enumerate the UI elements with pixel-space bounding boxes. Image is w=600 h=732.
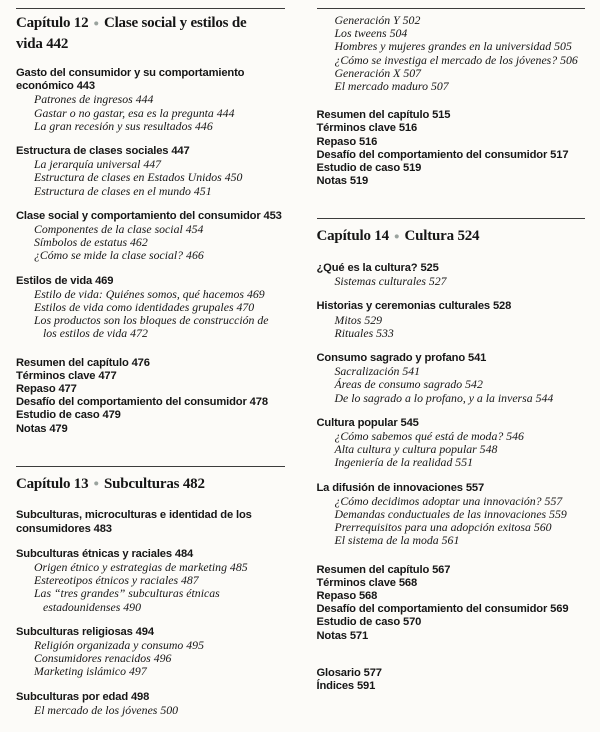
entry-title: Estilo de vida: Quiénes somos, qué hacemos: [34, 286, 245, 301]
toc-endmatter-entry: [317, 122, 586, 135]
toc-column-1: [16, 6, 285, 732]
entry-title: Mitos: [334, 312, 362, 327]
entry-title: Estructura de clases sociales: [16, 145, 169, 158]
entry-title: Gasto del consumidor y su comportamiento económico: [16, 67, 245, 93]
chapter-number-label: Capítulo 13: [16, 475, 89, 492]
chapter-bullet-icon: ●: [93, 479, 99, 490]
toc-subsection-entry: [16, 587, 285, 613]
toc-endmatter-entry: [317, 616, 586, 629]
toc-subsection-entry: [16, 185, 285, 198]
entry-page-number: 561: [441, 533, 460, 548]
entry-title: Cultura: [404, 228, 454, 245]
toc-subsection-entry: [317, 80, 586, 93]
entry-page-number: 544: [535, 390, 554, 405]
entry-title: Hombres y mujeres grandes en la universidad: [334, 39, 552, 54]
toc-column-2: [317, 6, 586, 732]
entry-page-number: 577: [363, 666, 382, 679]
entry-page-number: 557: [465, 481, 485, 494]
entry-title: Consumidores renacidos: [34, 651, 151, 666]
entry-page-number: 507: [430, 79, 449, 94]
entry-page-number: 495: [186, 638, 204, 652]
toc-endmatter-entry: [16, 383, 285, 396]
entry-page-number: 519: [403, 162, 422, 175]
entry-page-number: 469: [95, 274, 114, 287]
entry-page-number: 446: [195, 118, 213, 133]
entry-page-number: 545: [400, 416, 419, 429]
entry-title: Las “tres grandes” subculturas étnicas estadounidenses: [34, 586, 220, 614]
entry-title: Repaso: [316, 135, 357, 148]
toc-section-entry: [16, 67, 285, 93]
chapter-bullet-icon: ●: [93, 18, 99, 29]
entry-title: Subculturas étnicas y raciales: [16, 547, 172, 560]
entry-title: La jerarquía universal: [34, 157, 141, 172]
toc-endmatter-entry: [317, 162, 586, 175]
entry-title: Estudio de caso: [16, 409, 100, 422]
entry-page-number: 519: [349, 175, 369, 188]
toc-subsection-entry: [16, 314, 285, 340]
toc-chapter-heading: [317, 227, 586, 248]
entry-title: El mercado maduro: [334, 79, 428, 94]
entry-page-number: 528: [492, 300, 512, 313]
entry-title: Resumen del capítulo: [316, 563, 430, 576]
entry-title: Desafío del comportamiento del consumidor: [316, 148, 548, 161]
entry-title: La difusión de innovaciones: [316, 481, 463, 494]
toc-endmatter-entry: [317, 630, 586, 643]
column-divider-rule: [317, 218, 586, 219]
entry-title: Clase social y comportamiento del consumidor: [16, 209, 261, 222]
toc-subsection-entry: [317, 534, 586, 547]
entry-title: Patrones de ingresos: [34, 92, 133, 107]
toc-endmatter-entry: [317, 603, 586, 616]
entry-title: Estilos de vida como identidades grupales: [34, 300, 234, 315]
toc-endmatter-entry: [317, 149, 586, 162]
entry-title: Índices: [316, 680, 354, 693]
entry-title: Generación X: [334, 65, 401, 80]
entry-title: ¿Cómo decidimos adoptar una innovación?: [334, 493, 542, 508]
entry-page-number: 568: [358, 590, 378, 602]
toc-endmatter-entry: [16, 357, 285, 370]
entry-title: Símbolos de estatus: [34, 235, 128, 250]
toc-endmatter-entry: [317, 175, 586, 188]
entry-page-number: 485: [229, 559, 248, 574]
entry-title: Ingeniería de la realidad: [334, 455, 453, 470]
entry-title: Generación Y: [334, 13, 400, 27]
entry-page-number: 502: [402, 13, 421, 27]
entry-title: Notas: [16, 422, 47, 435]
entry-page-number: 447: [171, 145, 190, 158]
entry-title: Historias y ceremonias culturales: [316, 300, 491, 313]
toc-subsection-entry: [317, 275, 586, 288]
chapter-number-label: Capítulo 14: [316, 228, 389, 245]
entry-title: Prerrequisitos para una adopción exitosa: [334, 520, 531, 535]
entry-page-number: 551: [455, 455, 473, 470]
entry-page-number: 515: [432, 109, 451, 122]
entry-title: Sacralización: [334, 364, 400, 379]
entry-page-number: 569: [550, 603, 569, 616]
entry-page-number: 527: [428, 274, 447, 289]
entry-page-number: 482: [182, 475, 205, 492]
entry-page-number: 476: [131, 356, 150, 369]
entry-title: Subculturas religiosas: [16, 625, 133, 638]
toc-endmatter-entry: [317, 590, 586, 603]
column-divider-rule: [16, 466, 285, 467]
entry-title: Estructura de clases en el mundo: [34, 183, 191, 198]
entry-page-number: 453: [263, 209, 282, 222]
entry-title: Los productos son los bloques de construcción de los estilos de vida: [34, 313, 269, 341]
entry-title: Subculturas por edad: [16, 690, 128, 703]
entry-page-number: 487: [181, 573, 199, 588]
entry-page-number: 479: [49, 422, 68, 435]
entry-page-number: 451: [193, 183, 212, 198]
entry-title: Estilos de vida: [16, 274, 93, 287]
entry-title: Desafío del comportamiento del consumidor: [316, 603, 548, 616]
toc-backmatter-entry: [317, 667, 586, 680]
entry-title: Términos clave: [316, 122, 396, 135]
entry-title: Origen étnico y estrategias de marketing: [34, 559, 227, 574]
chapter-bullet-icon: ●: [393, 231, 400, 242]
entry-page-number: 591: [356, 680, 376, 693]
entry-page-number: 444: [216, 105, 235, 120]
toc-endmatter-entry: [317, 577, 586, 590]
column-divider-rule: [317, 8, 586, 9]
entry-title: Notas: [316, 629, 347, 642]
entry-page-number: 505: [554, 39, 572, 54]
entry-page-number: 507: [403, 65, 422, 80]
entry-title: Glosario: [316, 666, 361, 679]
entry-page-number: 454: [185, 222, 204, 237]
entry-title: Estudio de caso: [316, 162, 401, 175]
entry-title: De lo sagrado a lo profano, y a la inversa: [334, 390, 533, 405]
entry-title: Cultura popular: [316, 416, 398, 429]
toc-subsection-entry: [16, 665, 285, 678]
entry-page-number: 443: [76, 80, 95, 93]
entry-page-number: 525: [420, 261, 439, 274]
entry-title: Notas: [316, 175, 347, 188]
entry-page-number: 546: [506, 428, 524, 443]
entry-page-number: 444: [135, 92, 154, 107]
entry-page-number: 469: [246, 286, 265, 301]
entry-page-number: 516: [358, 135, 378, 148]
entry-title: Términos clave: [16, 369, 96, 382]
entry-page-number: 541: [468, 351, 487, 364]
toc-subsection-entry: [16, 704, 285, 717]
entry-page-number: 542: [465, 377, 483, 392]
entry-page-number: 477: [98, 369, 117, 382]
entry-title: Religión organizada y consumo: [34, 638, 184, 652]
toc-section-entry: [16, 509, 285, 535]
entry-page-number: 506: [560, 52, 578, 67]
toc-endmatter-entry: [16, 370, 285, 383]
toc-endmatter-entry: [317, 564, 586, 577]
entry-page-number: 500: [160, 702, 179, 717]
entry-page-number: 494: [135, 625, 154, 638]
toc-backmatter-entry: [317, 680, 586, 693]
toc-endmatter-entry: [317, 109, 586, 122]
entry-page-number: 484: [174, 547, 194, 560]
entry-title: ¿Cómo se investiga el mercado de los jóvenes?: [334, 52, 558, 67]
entry-title: Consumo sagrado y profano: [316, 351, 466, 364]
entry-page-number: 479: [102, 409, 121, 422]
entry-page-number: 483: [93, 522, 112, 535]
entry-title: Gastar o no gastar, esa es la pregunta: [34, 105, 214, 120]
entry-title: Estructura de clases en Estados Unidos: [34, 170, 222, 185]
entry-page-number: 490: [123, 599, 141, 614]
entry-title: Repaso: [16, 383, 56, 396]
entry-page-number: 466: [186, 248, 204, 263]
entry-page-number: 533: [376, 325, 394, 340]
entry-title: La gran recesión y sus resultados: [34, 118, 193, 133]
entry-page-number: 477: [58, 383, 77, 396]
entry-page-number: 560: [533, 520, 552, 535]
entry-title: El mercado de los jóvenes: [34, 702, 158, 717]
toc-subsection-entry: [317, 456, 586, 469]
entry-page-number: 517: [550, 148, 569, 161]
entry-page-number: 496: [153, 651, 172, 666]
entry-page-number: 472: [130, 326, 148, 341]
entry-page-number: 516: [398, 122, 418, 135]
entry-title: Áreas de consumo sagrado: [334, 377, 463, 392]
entry-page-number: 450: [224, 170, 243, 185]
entry-title: Subculturas, microculturas e identidad de los consumidores: [16, 509, 252, 535]
entry-title: Estereotipos étnicos y raciales: [34, 573, 179, 588]
entry-page-number: 442: [46, 35, 69, 52]
entry-page-number: 529: [364, 312, 383, 327]
entry-page-number: 462: [130, 235, 148, 250]
entry-page-number: 570: [403, 616, 422, 629]
entry-title: Subculturas: [103, 475, 180, 492]
chapter-number-label: Capítulo 12: [16, 15, 89, 31]
entry-page-number: 567: [432, 563, 451, 576]
entry-title: Los tweens: [334, 26, 387, 41]
entry-page-number: 557: [544, 493, 563, 508]
entry-title: Demandas conductuales de las innovaciones: [334, 506, 547, 521]
entry-page-number: 447: [143, 157, 162, 172]
entry-title: Repaso: [316, 590, 357, 602]
toc-endmatter-entry: [16, 396, 285, 409]
entry-title: Desafío del comportamiento del consumidor: [16, 396, 247, 409]
entry-title: El sistema de la moda: [334, 533, 439, 548]
entry-page-number: 541: [402, 364, 421, 379]
toc-subsection-entry: [317, 392, 586, 405]
entry-page-number: 524: [457, 228, 480, 245]
toc-subsection-entry: [317, 327, 586, 340]
toc-chapter-heading: [16, 14, 285, 53]
entry-title: Componentes de la clase social: [34, 222, 183, 237]
toc-endmatter-entry: [16, 409, 285, 422]
entry-title: Sistemas culturales: [334, 274, 426, 289]
entry-title: ¿Qué es la cultura?: [316, 261, 418, 274]
toc-endmatter-entry: [16, 423, 285, 436]
entry-title: Rituales: [334, 325, 374, 340]
entry-title: Clase social y estilos de vida: [16, 15, 247, 52]
entry-title: Estudio de caso: [316, 616, 401, 629]
entry-title: Resumen del capítulo: [316, 109, 430, 122]
entry-page-number: 559: [549, 506, 567, 521]
entry-title: ¿Cómo se mide la clase social?: [34, 248, 184, 263]
entry-page-number: 571: [349, 629, 369, 642]
entry-page-number: 568: [398, 576, 418, 589]
toc-chapter-heading: [16, 475, 285, 496]
entry-page-number: 504: [389, 26, 408, 41]
entry-title: Marketing islámico: [34, 664, 127, 679]
entry-title: Términos clave: [316, 576, 396, 589]
toc-subsection-entry: [16, 120, 285, 133]
entry-title: Resumen del capítulo: [16, 356, 129, 369]
entry-page-number: 548: [479, 442, 498, 457]
toc-subsection-entry: [16, 249, 285, 262]
entry-page-number: 497: [129, 664, 147, 679]
entry-page-number: 478: [249, 396, 268, 409]
toc-endmatter-entry: [317, 136, 586, 149]
entry-title: ¿Cómo sabemos qué está de moda?: [334, 428, 504, 443]
entry-page-number: 470: [236, 300, 255, 315]
entry-title: Alta cultura y cultura popular: [334, 442, 477, 457]
entry-page-number: 498: [130, 690, 150, 703]
column-divider-rule: [16, 8, 285, 9]
